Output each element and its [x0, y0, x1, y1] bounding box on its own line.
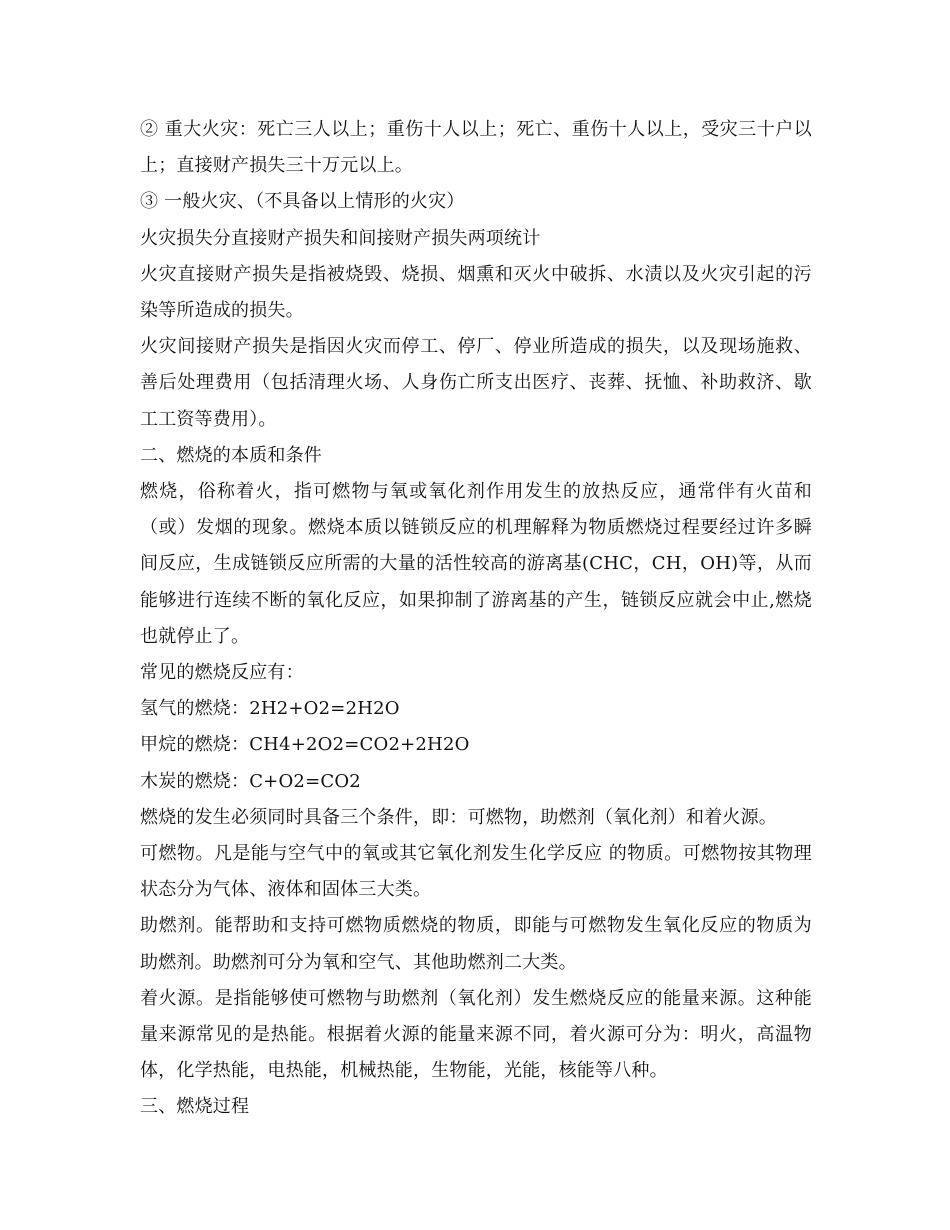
reaction-methane: 甲烷的燃烧：CH4+2O2=CO2+2H2O [140, 734, 470, 756]
paragraph-loss-statistics: 火灾损失分直接财产损失和间接财产损失两项统计 [140, 227, 541, 249]
section-heading-combustion-process: 三、燃烧过程 [140, 1096, 250, 1118]
document-body [140, 112, 812, 1126]
paragraph-indirect-loss: 火灾间接财产损失是指因火灾而停工、停厂、停业所造成的损失，以及现场施救、善后处理费用（包括清理火场、人身伤亡所支出医疗、丧葬、抚恤、补助救济、歇工工资等费用）。 [140, 336, 812, 430]
paragraph-oxidizer: 助燃剂。能帮助和支持可燃物质燃烧的物质，即能与可燃物发生氧化反应的物质为助燃剂。助燃剂可分为氧和空气、其他助燃剂二大类。 [140, 915, 812, 973]
paragraph-three-conditions: 燃烧的发生必须同时具备三个条件，即：可燃物，助燃剂（氧化剂）和着火源。 [140, 806, 777, 828]
paragraph-ignition-source: 着火源。是指能够使可燃物与助燃剂（氧化剂）发生燃烧反应的能量来源。这种能量来源常见的是热能。根据着火源的能量来源不同，着火源可分为：明火，高温物体，化学热能，电热能，机械热能，生物能，光能，核能等八种。 [140, 987, 812, 1082]
section-heading-combustion-nature: 二、燃烧的本质和条件 [140, 444, 322, 466]
paragraph-general-fire: ③ 一般火灾、（不具备以上情形的火灾） [140, 191, 465, 213]
reaction-charcoal: 木炭的燃烧：C+O2=CO2 [140, 770, 361, 792]
paragraph-common-reactions: 常见的燃烧反应有： [140, 662, 304, 684]
reaction-hydrogen: 氢气的燃烧：2H2+O2=2H2O [140, 698, 400, 720]
paragraph-combustion-definition: 燃烧，俗称着火，指可燃物与氧或氧化剂作用发生的放热反应，通常伴有火苗和（或）发烟的现象。燃烧本质以链锁反应的机理解释为物质燃烧过程要经过许多瞬间反应，生成链锁反应所需的大量的活性较高的游离基(CHC，CH，OH)等，从而能够进行连续不断的氧化反应，如果抑制了游离基的产生，链锁反应就会中止,燃烧也就停止了。 [140, 481, 812, 647]
paragraph-major-fire: ② 重大火灾：死亡三人以上；重伤十人以上；死亡、重伤十人以上，受灾三十户以上；直接财产损失三十万元以上。 [140, 119, 812, 177]
paragraph-combustibles: 可燃物。凡是能与空气中的氧或其它氧化剂发生化学反应 的物质。可燃物按其物理状态分为气体、液体和固体三大类。 [140, 843, 812, 901]
paragraph-direct-loss: 火灾直接财产损失是指被烧毁、烧损、烟熏和灭火中破拆、水渍以及火灾引起的污染等所造成的损失。 [140, 263, 812, 322]
